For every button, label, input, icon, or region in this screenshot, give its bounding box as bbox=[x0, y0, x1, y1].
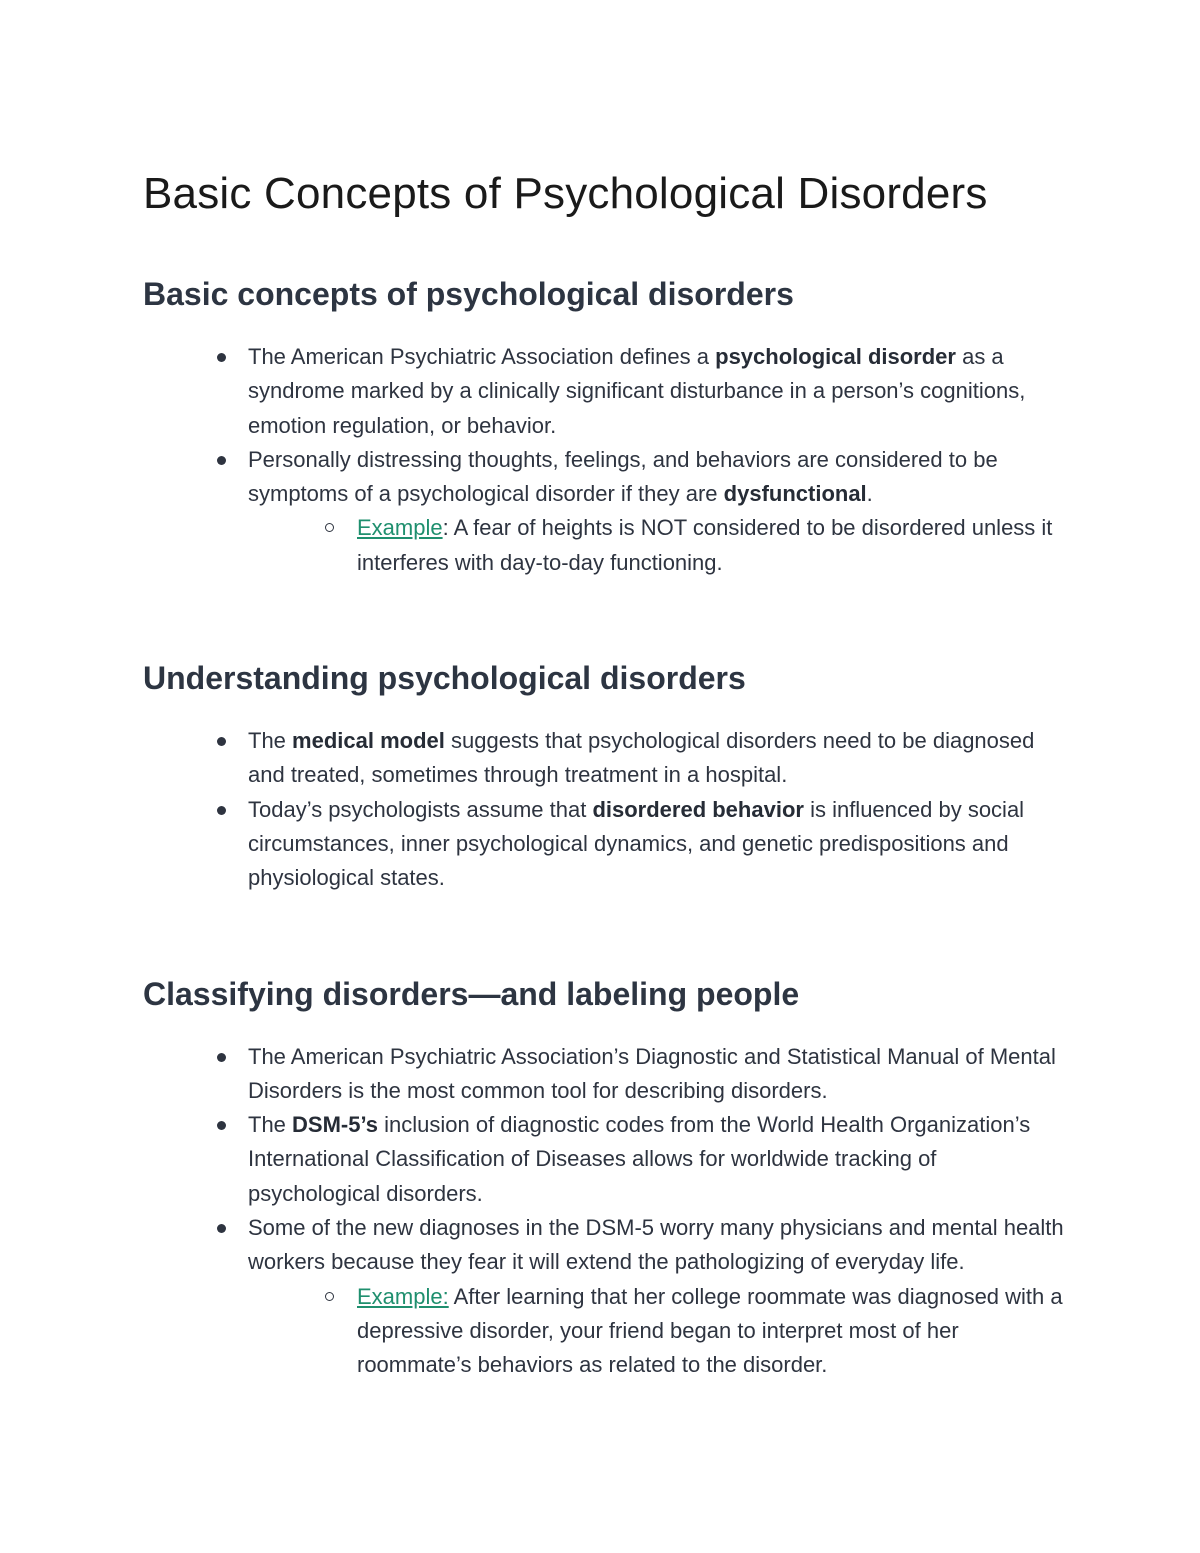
sub-list bbox=[248, 1280, 1073, 1383]
bullet-list-basic-concepts bbox=[143, 340, 1073, 580]
list-item bbox=[248, 1211, 1073, 1382]
list-item bbox=[248, 724, 1073, 793]
bullet-icon bbox=[217, 456, 226, 465]
text: Today’s psychologists assume that bbox=[248, 796, 593, 822]
bullet-icon bbox=[217, 1053, 226, 1062]
text: . bbox=[866, 481, 873, 507]
section-heading-classifying: Classifying disorders—and labeling people bbox=[143, 975, 800, 1012]
bullet-icon bbox=[217, 737, 226, 746]
section-heading-understanding: Understanding psychological disorders bbox=[143, 660, 746, 697]
list-item bbox=[248, 1040, 1073, 1109]
list-item bbox=[248, 793, 1073, 896]
hollow-bullet-icon bbox=[325, 523, 334, 532]
example-link[interactable]: Example: bbox=[357, 1283, 449, 1309]
bullet-list-classifying bbox=[143, 1040, 1073, 1383]
list-item bbox=[248, 1108, 1073, 1211]
bold-term: dysfunctional bbox=[723, 481, 867, 507]
text: inclusion of diagnostic codes from the World Health Organization’s International Classification of Diseases allows for worldwide tracking of psychological disorders. bbox=[248, 1112, 1031, 1206]
text: The American Psychiatric Association’s Diagnostic and Statistical Manual of Mental Disorders is the most common tool for describing disorders. bbox=[248, 1043, 1056, 1103]
example-link[interactable]: Example bbox=[357, 515, 443, 541]
text: The bbox=[248, 1112, 293, 1138]
text: After learning that her college roommate was diagnosed with a depressive disorder, your friend began to interpret most of her roommate’s behaviors as related to the disorder. bbox=[357, 1283, 1063, 1378]
bullet-icon bbox=[217, 1121, 226, 1130]
hollow-bullet-icon bbox=[325, 1292, 334, 1301]
sub-list bbox=[248, 511, 1073, 580]
bullet-icon bbox=[217, 1224, 226, 1233]
text: suggests that psychological disorders need to be diagnosed and treated, sometimes through treatment in a hospital. bbox=[248, 728, 1035, 788]
text: : A fear of heights is NOT considered to be disordered unless it interferes with day-to-day functioning. bbox=[357, 515, 1053, 575]
text: as a syndrome marked by a clinically significant disturbance in a person’s cognitions, emotion regulation, or behavior. bbox=[248, 344, 1026, 438]
bold-term: DSM-5’s bbox=[292, 1112, 379, 1138]
bold-term: medical model bbox=[292, 728, 445, 754]
bullet-icon bbox=[217, 353, 226, 362]
sub-list-item bbox=[357, 1280, 1073, 1383]
text: Personally distressing thoughts, feelings, and behaviors are considered to be symptoms of a psychological disorder if they are bbox=[248, 446, 998, 507]
section-heading-basic-concepts: Basic concepts of psychological disorders bbox=[143, 276, 794, 312]
document-title: Basic Concepts of Psychological Disorders bbox=[143, 169, 988, 218]
list-item bbox=[248, 340, 1073, 443]
text: The bbox=[248, 728, 293, 754]
bold-term: psychological disorder bbox=[715, 344, 956, 369]
document-page bbox=[143, 168, 1073, 1383]
bullet-icon bbox=[217, 806, 226, 815]
sub-list-item bbox=[357, 511, 1073, 580]
text: is influenced by social circumstances, inner psychological dynamics, and genetic predispositions and physiological states. bbox=[248, 796, 1025, 891]
bold-term: disordered behavior bbox=[592, 796, 804, 822]
text: Some of the new diagnoses in the DSM-5 worry many physicians and mental health workers because they fear it will extend the pathologizing of everyday life. bbox=[248, 1215, 1064, 1275]
bullet-list-understanding bbox=[143, 724, 1073, 895]
list-item bbox=[248, 443, 1073, 580]
text: The American Psychiatric Association defines a bbox=[248, 344, 716, 369]
